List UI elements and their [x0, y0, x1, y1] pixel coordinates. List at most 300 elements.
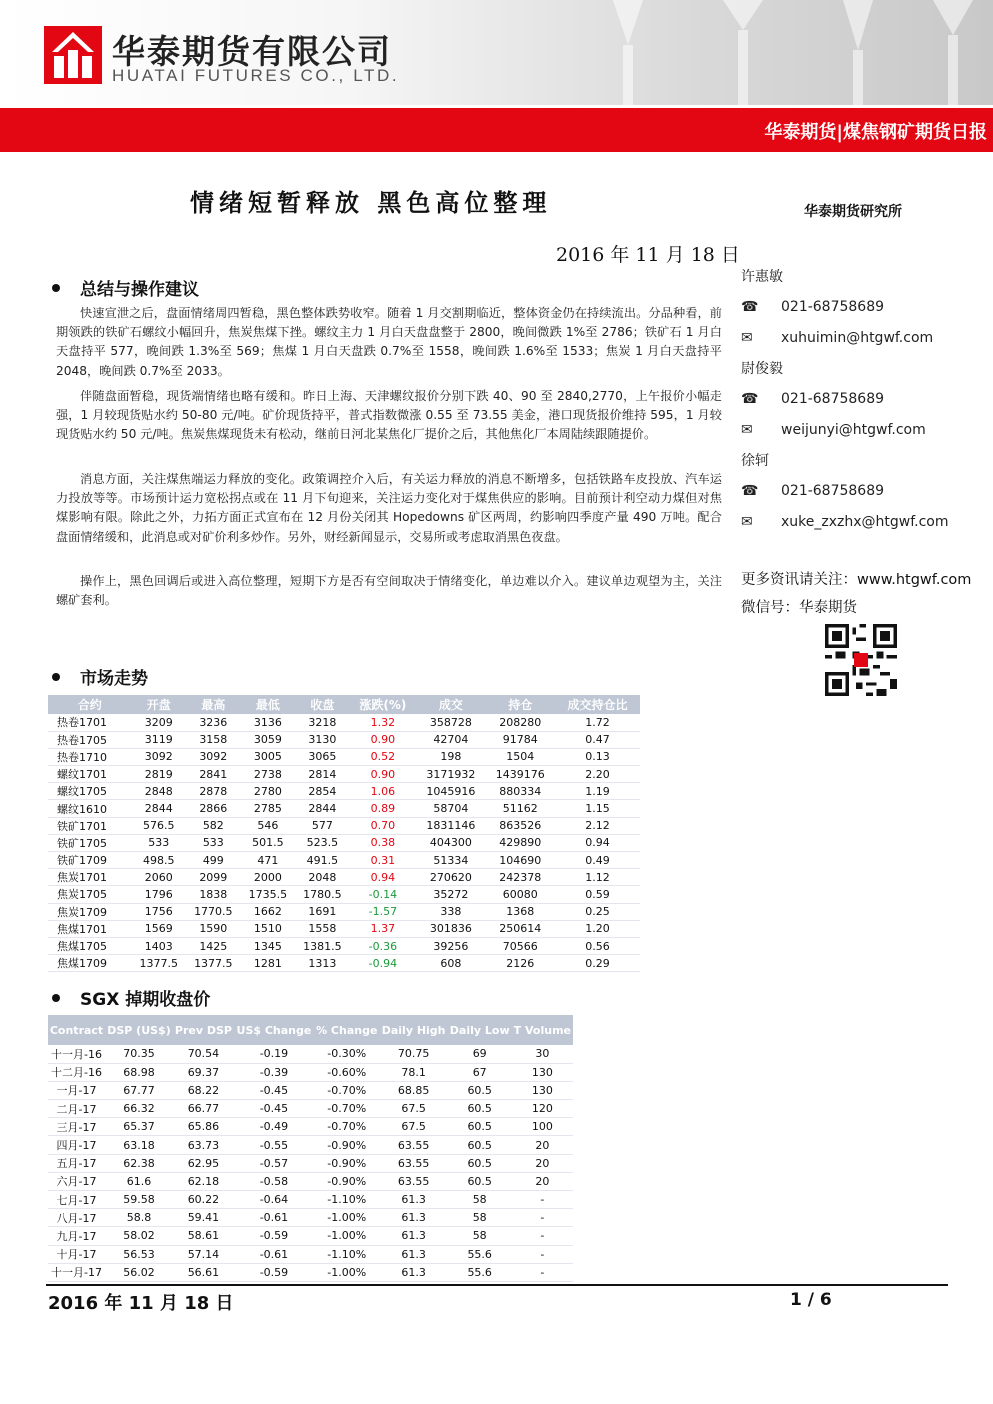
table-cell: 130: [512, 1063, 573, 1081]
column-header: US$ Change: [234, 1015, 314, 1045]
summary-paragraph: 操作上，黑色回调后或进入高位整理，短期下方是否有空间取决于情绪变化，单边难以介入。建议单边观望为主，关注螺矿套利。: [56, 574, 722, 608]
table-cell: 螺纹1701: [48, 766, 132, 783]
table-cell: 58: [448, 1227, 512, 1245]
table-cell: 3005: [241, 748, 296, 765]
mail-icon: ✉: [741, 330, 753, 346]
table-cell: 60.5: [448, 1100, 512, 1118]
table-cell: 65.86: [173, 1118, 234, 1136]
table-cell: -0.14: [350, 886, 417, 903]
table-cell: 67.77: [105, 1081, 173, 1099]
table-cell: 60.5: [448, 1118, 512, 1136]
table-cell: 2848: [132, 783, 187, 800]
table-cell: 十月-17: [48, 1245, 105, 1263]
bullet-icon: [52, 284, 60, 292]
table-row: [48, 903, 640, 920]
table-cell: 3059: [241, 731, 296, 748]
table-cell: 70.54: [173, 1045, 234, 1063]
table-cell: 1045916: [416, 783, 485, 800]
table-cell: 三月-17: [48, 1118, 105, 1136]
table-cell: 焦煤1709: [48, 955, 132, 972]
table-cell: 0.90: [350, 731, 417, 748]
table-cell: 863526: [486, 817, 555, 834]
mail-icon: ✉: [741, 422, 753, 438]
table-cell: 十一月-16: [48, 1045, 105, 1063]
table-cell: 1439176: [486, 766, 555, 783]
table-cell: -0.61: [234, 1209, 314, 1227]
table-cell: 铁矿1701: [48, 817, 132, 834]
analyst-card: [741, 354, 991, 446]
table-cell: 铁矿1709: [48, 852, 132, 869]
table-cell: 热卷1710: [48, 748, 132, 765]
table-cell: 20: [512, 1154, 573, 1172]
table-cell: 60.22: [173, 1191, 234, 1209]
table-cell: 0.52: [350, 748, 417, 765]
table-cell: 十二月-16: [48, 1063, 105, 1081]
table-cell: 3130: [295, 731, 350, 748]
table-row: [48, 1172, 573, 1190]
table-cell: 55.6: [448, 1263, 512, 1281]
qr-code-icon: [825, 624, 897, 696]
table-cell: 100: [512, 1118, 573, 1136]
table-row: [48, 1209, 573, 1227]
table-cell: 60.5: [448, 1081, 512, 1099]
table-cell: 20: [512, 1136, 573, 1154]
table-cell: 热卷1701: [48, 714, 132, 731]
table-row: [48, 800, 640, 817]
table-cell: 61.3: [380, 1191, 448, 1209]
table-cell: 56.61: [173, 1263, 234, 1281]
table-cell: 十一月-17: [48, 1263, 105, 1281]
table-cell: 65.37: [105, 1118, 173, 1136]
table-cell: 1.72: [555, 714, 640, 731]
table-row: [48, 834, 640, 851]
table-cell: 338: [416, 903, 485, 920]
table-cell: 1662: [241, 903, 296, 920]
table-cell: 0.89: [350, 800, 417, 817]
table-cell: -0.55: [234, 1136, 314, 1154]
table-cell: 61.3: [380, 1209, 448, 1227]
table-cell: -0.90%: [314, 1154, 380, 1172]
table-cell: 60.5: [448, 1136, 512, 1154]
phone-icon: ☎: [741, 483, 759, 499]
analyst-card: [741, 446, 991, 538]
table-row: [48, 1100, 573, 1118]
column-header: 持仓: [486, 695, 555, 714]
table-cell: 242378: [486, 869, 555, 886]
table-cell: 2126: [486, 955, 555, 972]
table-cell: 533: [132, 834, 187, 851]
table-cell: -0.61: [234, 1245, 314, 1263]
table-row: [48, 1263, 573, 1281]
table-cell: -0.60%: [314, 1063, 380, 1081]
table-cell: 30: [512, 1045, 573, 1063]
table-cell: -0.19: [234, 1045, 314, 1063]
table-cell: 2814: [295, 766, 350, 783]
table-cell: 59.41: [173, 1209, 234, 1227]
table-cell: 880334: [486, 783, 555, 800]
table-cell: 3218: [295, 714, 350, 731]
column-header: Contract: [48, 1015, 105, 1045]
table-cell: 2844: [132, 800, 187, 817]
table-cell: 焦炭1709: [48, 903, 132, 920]
table-cell: 69: [448, 1045, 512, 1063]
summary-paragraph: 快速宣泄之后，盘面情绪周四暂稳，黑色整体跌势收窄。随着 1 月交割期临近，整体资金仍在持续流出。分品种看，前期领跌的铁矿石螺纹小幅回升，焦炭焦煤下挫。螺纹主力 1 月白天盘盘整于 2800，晚间微跌 1%至 2786；铁矿石 1 月白天盘持平 577，晚间跌 1.3%至 569；焦煤 1 月白天盘跌 0.7%至 1558，晚间跌 1.6%至 1533；焦炭 1 月白天盘持平 2048，晚间跌 0.7%至 2033。: [56, 306, 722, 378]
table-cell: 焦煤1701: [48, 920, 132, 937]
company-logo-icon: [44, 26, 102, 84]
table-row: [48, 1245, 573, 1263]
analyst-name: 徐轲: [741, 453, 769, 469]
table-cell: 1.37: [350, 920, 417, 937]
table-cell: -0.70%: [314, 1100, 380, 1118]
table-row: [48, 869, 640, 886]
table-cell: 63.55: [380, 1136, 448, 1154]
table-cell: 3092: [132, 748, 187, 765]
table-cell: -: [512, 1227, 573, 1245]
table-cell: 焦煤1705: [48, 937, 132, 954]
table-cell: -: [512, 1191, 573, 1209]
table-cell: 2785: [241, 800, 296, 817]
table-cell: 螺纹1610: [48, 800, 132, 817]
analyst-name: 许惠敏: [741, 269, 783, 285]
table-cell: -0.90%: [314, 1136, 380, 1154]
summary-paragraph: 伴随盘面暂稳，现货端情绪也略有缓和。昨日上海、天津螺纹报价分别下跌 40、90 至 2840,2770，上午报价小幅走强，1 月较现货贴水约 50-80 元/吨。矿价现货持平，普式指数微涨 0.55 至 73.55 美金，港口现货报价维持 595，1 月较现货贴水约 50 元/吨。焦炭焦煤现货未有松动，继前日河北某焦化厂提价之后，其他焦化厂本周陆续跟随提价。: [56, 389, 722, 442]
table-cell: 1381.5: [295, 937, 350, 954]
company-name-en: HUATAI FUTURES CO., LTD.: [112, 66, 400, 85]
table-cell: 焦炭1705: [48, 886, 132, 903]
table-cell: 491.5: [295, 852, 350, 869]
table-cell: 2878: [186, 783, 241, 800]
column-header: 收盘: [295, 695, 350, 714]
table-cell: 0.38: [350, 834, 417, 851]
table-cell: 66.77: [173, 1100, 234, 1118]
table-cell: 120: [512, 1100, 573, 1118]
table-row: [48, 937, 640, 954]
table-cell: 1313: [295, 955, 350, 972]
analyst-card: [741, 262, 991, 354]
table-cell: 2048: [295, 869, 350, 886]
table-cell: -0.64: [234, 1191, 314, 1209]
table-row: [48, 920, 640, 937]
table-cell: 0.47: [555, 731, 640, 748]
table-cell: 1.19: [555, 783, 640, 800]
table-row: [48, 748, 640, 765]
table-cell: 68.85: [380, 1081, 448, 1099]
table-cell: 70566: [486, 937, 555, 954]
table-cell: -: [512, 1245, 573, 1263]
table-row: [48, 1136, 573, 1154]
table-cell: 热卷1705: [48, 731, 132, 748]
table-cell: 68.98: [105, 1063, 173, 1081]
table-cell: 1756: [132, 903, 187, 920]
table-cell: 铁矿1705: [48, 834, 132, 851]
analyst-contacts: [741, 262, 991, 538]
table-cell: -0.36: [350, 937, 417, 954]
table-cell: 61.3: [380, 1245, 448, 1263]
table-row: [48, 1063, 573, 1081]
table-cell: 1831146: [416, 817, 485, 834]
market-table: [48, 695, 640, 972]
table-cell: 九月-17: [48, 1227, 105, 1245]
table-cell: 35272: [416, 886, 485, 903]
table-cell: 1838: [186, 886, 241, 903]
table-cell: -0.39: [234, 1063, 314, 1081]
table-cell: 1.15: [555, 800, 640, 817]
table-cell: 66.32: [105, 1100, 173, 1118]
table-cell: 582: [186, 817, 241, 834]
table-cell: 498.5: [132, 852, 187, 869]
table-cell: -1.00%: [314, 1227, 380, 1245]
table-cell: 2738: [241, 766, 296, 783]
table-row: [48, 1045, 573, 1063]
table-cell: 42704: [416, 731, 485, 748]
table-cell: 56.53: [105, 1245, 173, 1263]
table-cell: 1770.5: [186, 903, 241, 920]
table-cell: 61.3: [380, 1227, 448, 1245]
table-cell: 198: [416, 748, 485, 765]
table-cell: 1368: [486, 903, 555, 920]
sgx-heading: SGX 掉期收盘价: [52, 985, 210, 1010]
table-cell: -1.00%: [314, 1209, 380, 1227]
table-cell: -0.57: [234, 1154, 314, 1172]
table-cell: -0.70%: [314, 1081, 380, 1099]
table-cell: 60.5: [448, 1172, 512, 1190]
table-cell: 67.5: [380, 1118, 448, 1136]
table-cell: 61.6: [105, 1172, 173, 1190]
table-cell: 3236: [186, 714, 241, 731]
table-cell: 一月-17: [48, 1081, 105, 1099]
table-cell: 螺纹1705: [48, 783, 132, 800]
table-cell: 1377.5: [132, 955, 187, 972]
table-cell: 501.5: [241, 834, 296, 851]
table-cell: 61.3: [380, 1263, 448, 1281]
table-cell: 58.02: [105, 1227, 173, 1245]
table-cell: 69.37: [173, 1063, 234, 1081]
analyst-email[interactable]: xuke_zxzhx@htgwf.com: [781, 514, 949, 530]
column-header: Daily High: [380, 1015, 448, 1045]
bullet-icon: [52, 673, 60, 681]
table-cell: 63.73: [173, 1136, 234, 1154]
table-cell: 3065: [295, 748, 350, 765]
sgx-swap-table: [48, 1015, 573, 1282]
table-cell: 0.25: [555, 903, 640, 920]
table-cell: -1.10%: [314, 1191, 380, 1209]
table-cell: 60080: [486, 886, 555, 903]
table-cell: 63.55: [380, 1172, 448, 1190]
table-cell: 1504: [486, 748, 555, 765]
report-title: 情绪短暂释放 黑色高位整理: [190, 188, 552, 217]
table-cell: 63.55: [380, 1154, 448, 1172]
table-row: [48, 852, 640, 869]
wechat-id: 微信号：华泰期货: [741, 600, 857, 616]
table-cell: 68.22: [173, 1081, 234, 1099]
table-cell: 0.70: [350, 817, 417, 834]
table-cell: 58.8: [105, 1209, 173, 1227]
table-cell: 58: [448, 1191, 512, 1209]
phone-icon: ☎: [741, 299, 759, 315]
column-header: 最低: [241, 695, 296, 714]
phone-icon: ☎: [741, 391, 759, 407]
page-header: [0, 0, 993, 152]
table-cell: 20: [512, 1172, 573, 1190]
table-cell: 2780: [241, 783, 296, 800]
market-heading: 市场走势: [52, 664, 148, 689]
table-cell: 60.5: [448, 1154, 512, 1172]
table-cell: 471: [241, 852, 296, 869]
table-cell: -: [512, 1209, 573, 1227]
analyst-email[interactable]: weijunyi@htgwf.com: [781, 422, 926, 438]
column-header: 合约: [48, 695, 132, 714]
table-cell: -0.49: [234, 1118, 314, 1136]
table-cell: 67: [448, 1063, 512, 1081]
table-cell: -0.94: [350, 955, 417, 972]
table-row: [48, 1081, 573, 1099]
table-cell: 57.14: [173, 1245, 234, 1263]
summary-heading: 总结与操作建议: [52, 275, 199, 300]
table-cell: 0.29: [555, 955, 640, 972]
table-cell: -0.59: [234, 1227, 314, 1245]
table-cell: 3092: [186, 748, 241, 765]
column-header: DSP (US$): [105, 1015, 173, 1045]
mail-icon: ✉: [741, 514, 753, 530]
table-cell: 301836: [416, 920, 485, 937]
table-cell: 3209: [132, 714, 187, 731]
table-cell: 0.56: [555, 937, 640, 954]
table-row: [48, 731, 640, 748]
summary-paragraph: 消息方面，关注煤焦端运力释放的变化。政策调控介入后，有关运力释放的消息不断增多，包括铁路车皮投放、汽车运力投放等等。市场预计运力宽松拐点或在 11 月下旬迎来，关注运力变化对于煤焦供应的影响。目前预计利空动力煤但对焦煤影响有限。除此之外，力拓方面正式宣布在 12 月份关闭其 Hopedowns 矿区两周，约影响四季度产量 490 万吨。配合盘面情绪缓和，此消息或对矿价利多炒作。另外，财经新闻显示，交易所或考虑取消黑色夜盘。: [56, 472, 722, 544]
table-cell: 0.31: [350, 852, 417, 869]
table-cell: 404300: [416, 834, 485, 851]
table-cell: 358728: [416, 714, 485, 731]
table-cell: 58704: [416, 800, 485, 817]
analyst-email[interactable]: xuhuimin@htgwf.com: [781, 330, 934, 346]
table-cell: 2854: [295, 783, 350, 800]
table-cell: 1425: [186, 937, 241, 954]
column-header: T Volume: [512, 1015, 573, 1045]
table-cell: 533: [186, 834, 241, 851]
table-cell: -1.00%: [314, 1263, 380, 1281]
report-date: 2016 年 11 月 18 日: [556, 244, 740, 266]
table-cell: -1.57: [350, 903, 417, 920]
table-cell: 1377.5: [186, 955, 241, 972]
table-cell: 3136: [241, 714, 296, 731]
table-cell: 八月-17: [48, 1209, 105, 1227]
table-cell: 67.5: [380, 1100, 448, 1118]
table-cell: 546: [241, 817, 296, 834]
table-cell: 1.06: [350, 783, 417, 800]
table-cell: 0.49: [555, 852, 640, 869]
column-header: Prev DSP: [173, 1015, 234, 1045]
table-cell: 焦炭1701: [48, 869, 132, 886]
table-cell: 1558: [295, 920, 350, 937]
table-cell: 51162: [486, 800, 555, 817]
table-cell: 3171932: [416, 766, 485, 783]
table-cell: 2000: [241, 869, 296, 886]
table-cell: -0.45: [234, 1081, 314, 1099]
table-row: [48, 817, 640, 834]
company-name-cn: 华泰期货有限公司: [112, 32, 392, 71]
table-cell: 二月-17: [48, 1100, 105, 1118]
table-cell: 2844: [295, 800, 350, 817]
column-header: 最高: [186, 695, 241, 714]
table-cell: 51334: [416, 852, 485, 869]
table-cell: 1780.5: [295, 886, 350, 903]
table-cell: 0.59: [555, 886, 640, 903]
table-cell: -1.10%: [314, 1245, 380, 1263]
table-cell: 130: [512, 1081, 573, 1099]
analyst-name: 尉俊毅: [741, 361, 783, 377]
table-cell: 六月-17: [48, 1172, 105, 1190]
table-cell: 58.61: [173, 1227, 234, 1245]
table-header-row: [48, 1015, 573, 1045]
institute-name: 华泰期货研究所: [804, 204, 902, 220]
column-header: % Change: [314, 1015, 380, 1045]
column-header: 开盘: [132, 695, 187, 714]
table-cell: 62.38: [105, 1154, 173, 1172]
table-row: [48, 955, 640, 972]
table-cell: 1.32: [350, 714, 417, 731]
more-info-link[interactable]: 更多资讯请关注：www.htgwf.com: [741, 572, 972, 588]
table-cell: 2060: [132, 869, 187, 886]
table-cell: 0.94: [555, 834, 640, 851]
table-cell: 七月-17: [48, 1191, 105, 1209]
table-cell: 1345: [241, 937, 296, 954]
table-cell: 39256: [416, 937, 485, 954]
table-cell: 59.58: [105, 1191, 173, 1209]
table-cell: 1691: [295, 903, 350, 920]
table-cell: 0.13: [555, 748, 640, 765]
table-header-row: [48, 695, 640, 714]
table-cell: 2841: [186, 766, 241, 783]
table-cell: 499: [186, 852, 241, 869]
table-cell: 3119: [132, 731, 187, 748]
table-row: [48, 1191, 573, 1209]
table-cell: 1735.5: [241, 886, 296, 903]
table-cell: 78.1: [380, 1063, 448, 1081]
table-cell: 70.75: [380, 1045, 448, 1063]
table-cell: 56.02: [105, 1263, 173, 1281]
page-number: 1 / 6: [790, 1290, 832, 1310]
report-series-title: 华泰期货|煤焦钢矿期货日报: [764, 122, 987, 143]
table-cell: -0.90%: [314, 1172, 380, 1190]
table-row: [48, 714, 640, 731]
table-cell: 1.12: [555, 869, 640, 886]
table-cell: -0.58: [234, 1172, 314, 1190]
table-cell: 63.18: [105, 1136, 173, 1154]
table-cell: 608: [416, 955, 485, 972]
table-cell: 1403: [132, 937, 187, 954]
table-cell: 1.20: [555, 920, 640, 937]
table-cell: 58: [448, 1209, 512, 1227]
table-cell: 1569: [132, 920, 187, 937]
table-cell: 576.5: [132, 817, 187, 834]
table-cell: 429890: [486, 834, 555, 851]
analyst-phone: 021-68758689: [781, 391, 885, 407]
table-cell: 250614: [486, 920, 555, 937]
column-header: 成交持仓比: [555, 695, 640, 714]
table-cell: 0.94: [350, 869, 417, 886]
table-cell: 62.18: [173, 1172, 234, 1190]
table-cell: -: [512, 1263, 573, 1281]
analyst-phone: 021-68758689: [781, 299, 885, 315]
table-cell: -0.70%: [314, 1118, 380, 1136]
table-cell: 91784: [486, 731, 555, 748]
table-cell: 577: [295, 817, 350, 834]
table-cell: 四月-17: [48, 1136, 105, 1154]
table-cell: 523.5: [295, 834, 350, 851]
table-cell: 70.35: [105, 1045, 173, 1063]
column-header: 涨跌(%): [350, 695, 417, 714]
table-cell: 1510: [241, 920, 296, 937]
